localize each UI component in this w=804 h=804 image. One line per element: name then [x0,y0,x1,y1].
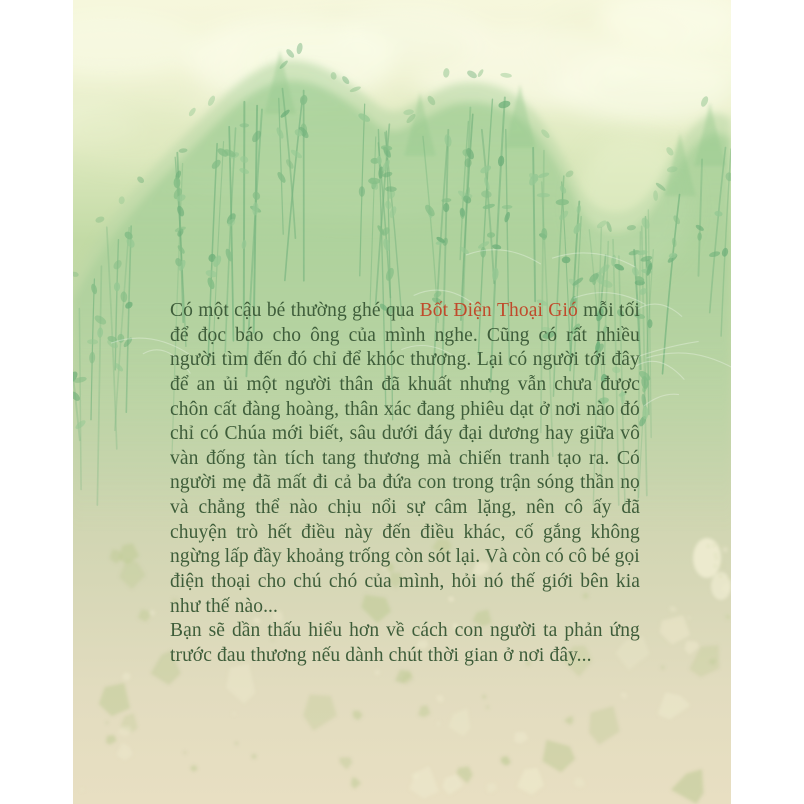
text-line: như thế nào... [170,595,279,617]
text-line: người tìm đến đó chỉ để khóc thương. Lại có người tới đây [170,349,640,371]
text-line: vàn đống tàn tích tang thương mà chiến tranh tạo ra. Có [170,447,640,469]
text-line: và chẳng thể nào chịu nổi sự câm lặng, nên cô ấy đã [170,497,640,519]
text-line: Có một cậu bé thường ghé qua Bốt Điện Thoại Gió mỗi tối [170,299,640,324]
text-line: Bạn sẽ dần thấu hiểu hơn về cách con người ta phản ứng [170,620,640,642]
text-line: chuyện trò hết điều này đến điều khác, cố gắng không [170,521,640,543]
text-line: để đọc báo cho ông của mình nghe. Cũng có rất nhiều [170,324,640,346]
text-line: ngừng lấp đầy khoảng trống còn sót lại. Và còn có cô bé gọi [170,546,640,568]
text-line: để an ủi một người thân đã khuất nhưng vẫn chưa được [170,373,640,395]
highlight-phrase-word: Điện [453,300,492,321]
text-line: người mẹ đã mất đi cả ba đứa con trong trận sóng thần nọ [170,472,640,494]
text-line: chỉ có Chúa mới biết, sâu dưới đáy đại dương hay giữa vô [170,423,640,445]
highlight-phrase-word: Gió [548,300,578,321]
text-line: trước đau thương nếu dành chút thời gian ở nơi đây... [170,644,592,666]
text-line: chôn cất đàng hoàng, thân xác đang phiêu dạt ở nơi nào đó [170,398,640,420]
highlight-phrase-word: Bốt [419,300,449,321]
page-text-block [170,299,640,669]
text-line: điện thoại cho chú chó của mình, hỏi nó thế giới bên kia [170,571,640,593]
highlight-phrase-word: Thoại [497,300,543,321]
